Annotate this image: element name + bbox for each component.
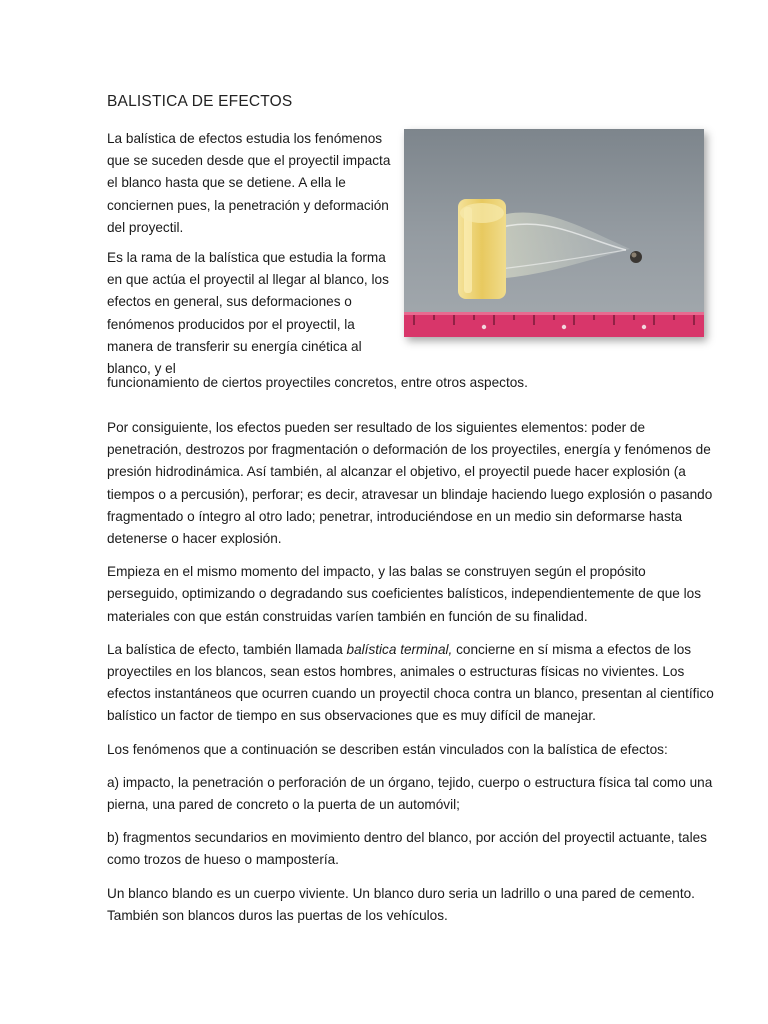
intro-paragraph-1: La balística de efectos estudia los fenómenos que se suceden desde que el proyectil impacta el blanco hasta que se detiene. A ella le conciernen pues, la penetración y deformación del proyectil. xyxy=(107,131,391,235)
paragraph-9: Un blanco blando es un cuerpo viviente. Un blanco duro seria un ladrillo o una pared de cemento. También son blancos duros las puertas de los vehículos. xyxy=(107,885,695,923)
paragraph-5 xyxy=(107,639,715,728)
paragraph-4: Empieza en el mismo momento del impacto, y las balas se construyen según el propósito perseguido, optimizando o degradando sus coeficientes balísticos, independientemente de que los materiales con que están construidas varíen también en función de su finalidad. xyxy=(107,564,701,624)
paragraph-8: b) fragmentos secundarios en movimiento dentro del blanco, por acción del proyectil actuante, tales como trozos de hueso o mampostería. xyxy=(107,830,707,868)
intro-column xyxy=(107,128,528,390)
paragraph-5-text-a: La balística de efecto, también llamada xyxy=(107,641,347,657)
ballistic-gel-photo xyxy=(404,129,704,337)
document-body xyxy=(107,417,715,938)
paragraph-6: Los fenómenos que a continuación se describen están vinculados con la balística de efectos: xyxy=(107,741,668,757)
ballistic-gel-image xyxy=(404,129,704,337)
intro-paragraph-2: Es la rama de la balística que estudia la forma en que actúa el proyectil al llegar al blanco, los efectos en general, sus deformaciones o fenómenos producidos por el proyectil, la manera de transferir su energía cinética al blanco, y el xyxy=(107,250,389,377)
paragraph-5-text-b: concierne en sí misma a efectos de los proyectiles en los blancos, sean estos hombres, animales o estructuras físicas no vivientes. Los efectos instantáneos que ocurren cuando un proyectil choca contra un blanco, presentan al científico balístico un factor de tiempo en sus observaciones que es muy difícil de manejar. xyxy=(107,641,714,724)
intro-paragraph-2-last-line: funcionamiento de ciertos proyectiles concretos, entre otros aspectos. xyxy=(107,375,528,390)
paragraph-7: a) impacto, la penetración o perforación de un órgano, tejido, cuerpo o estructura física tal como una pierna, una pared de concreto o la puerta de un automóvil; xyxy=(107,774,713,813)
document-title: BALISTICA DE EFECTOS xyxy=(107,93,293,110)
paragraph-3: Por consiguiente, los efectos pueden ser resultado de los siguientes elementos: poder de penetración, destrozos por fragmentación o deformación de los proyectiles, energía y fenómenos de presión hidrodinámica. Así también, al alcanzar el objetivo, el proyectil puede hacer explosión (a tiempos o a percusión), perforar; es decir, atravesar un blindaje haciendo luego explosión o pasando fragmentado o íntegro al otro lado; penetrar, introduciéndose en un medio sin deformarse hasta detenerse o hacer explosión. xyxy=(107,420,713,547)
paragraph-5-italic-term: balística terminal, xyxy=(346,641,453,657)
